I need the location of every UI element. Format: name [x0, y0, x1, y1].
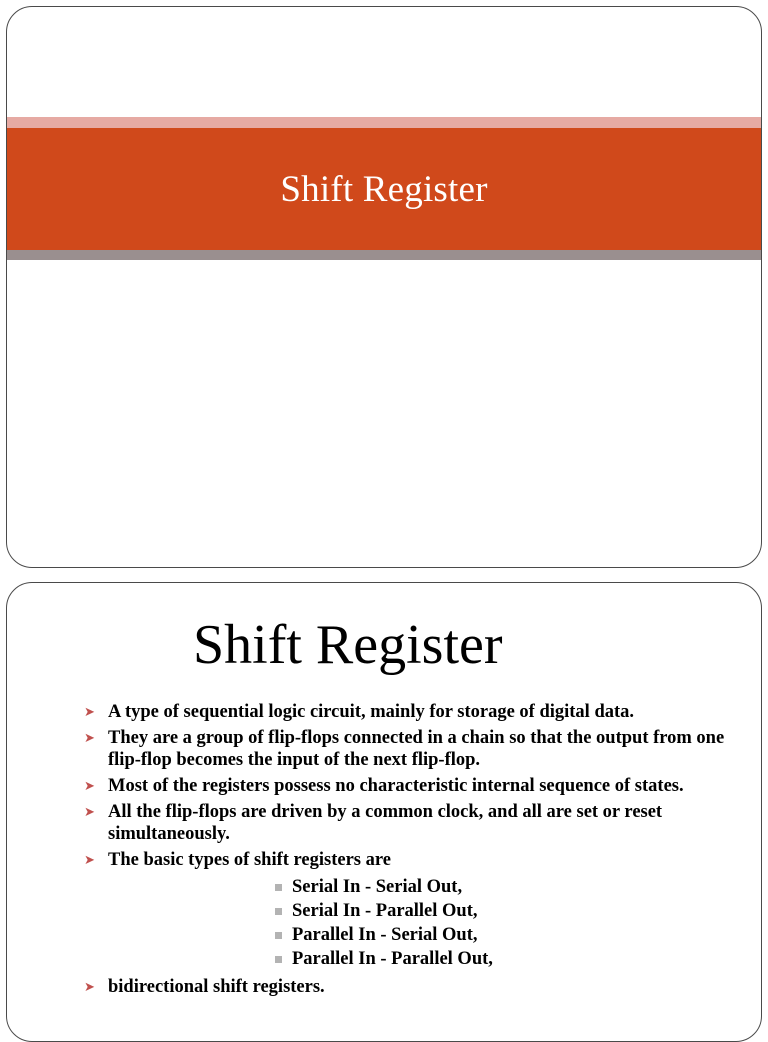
bullet-item	[7, 801, 747, 845]
title-band-accent	[7, 117, 761, 128]
sub-item-text: Parallel In - Parallel Out,	[292, 949, 493, 969]
sublist-container	[7, 875, 747, 971]
bullet-text: All the flip-flops are driven by a common clock, and all are set or reset simultaneously.	[108, 802, 663, 844]
bullet-item	[7, 976, 747, 998]
sub-item	[7, 875, 747, 899]
bullet-text: The basic types of shift registers are	[108, 850, 391, 870]
square-bullet-icon	[275, 932, 282, 939]
arrow-bullet-icon: ➤	[84, 804, 95, 819]
square-bullet-icon	[275, 956, 282, 963]
arrow-bullet-icon: ➤	[84, 979, 95, 994]
shift-register-types	[7, 875, 747, 971]
bullet-item	[7, 701, 747, 723]
bullet-text: A type of sequential logic circuit, mainly for storage of digital data.	[108, 702, 635, 722]
sub-item-text: Parallel In - Serial Out,	[292, 925, 478, 945]
slide-2	[6, 582, 762, 1042]
bullet-list	[7, 701, 747, 1002]
sub-item-text: Serial In - Parallel Out,	[292, 901, 478, 921]
slide-1	[6, 6, 762, 568]
sub-item	[7, 899, 747, 923]
square-bullet-icon	[275, 884, 282, 891]
arrow-bullet-icon: ➤	[84, 704, 95, 719]
bullet-item	[7, 727, 747, 771]
arrow-bullet-icon: ➤	[84, 730, 95, 745]
slide-2-title: Shift Register	[193, 614, 503, 676]
sub-item-text: Serial In - Serial Out,	[292, 877, 463, 897]
bullet-item	[7, 849, 747, 871]
bullet-text: Most of the registers possess no characteristic internal sequence of states.	[108, 776, 684, 796]
arrow-bullet-icon: ➤	[84, 778, 95, 793]
arrow-bullet-icon: ➤	[84, 852, 95, 867]
title-band	[7, 128, 761, 250]
bullet-text: bidirectional shift registers.	[108, 977, 325, 997]
square-bullet-icon	[275, 908, 282, 915]
slide-1-title: Shift Register	[280, 168, 488, 210]
sub-item	[7, 947, 747, 971]
title-band-shadow	[7, 250, 761, 260]
bullet-text: They are a group of flip-flops connected in a chain so that the output from one flip-flop becomes the input of the next flip-flop.	[108, 728, 725, 770]
bullet-item	[7, 775, 747, 797]
sub-item	[7, 923, 747, 947]
